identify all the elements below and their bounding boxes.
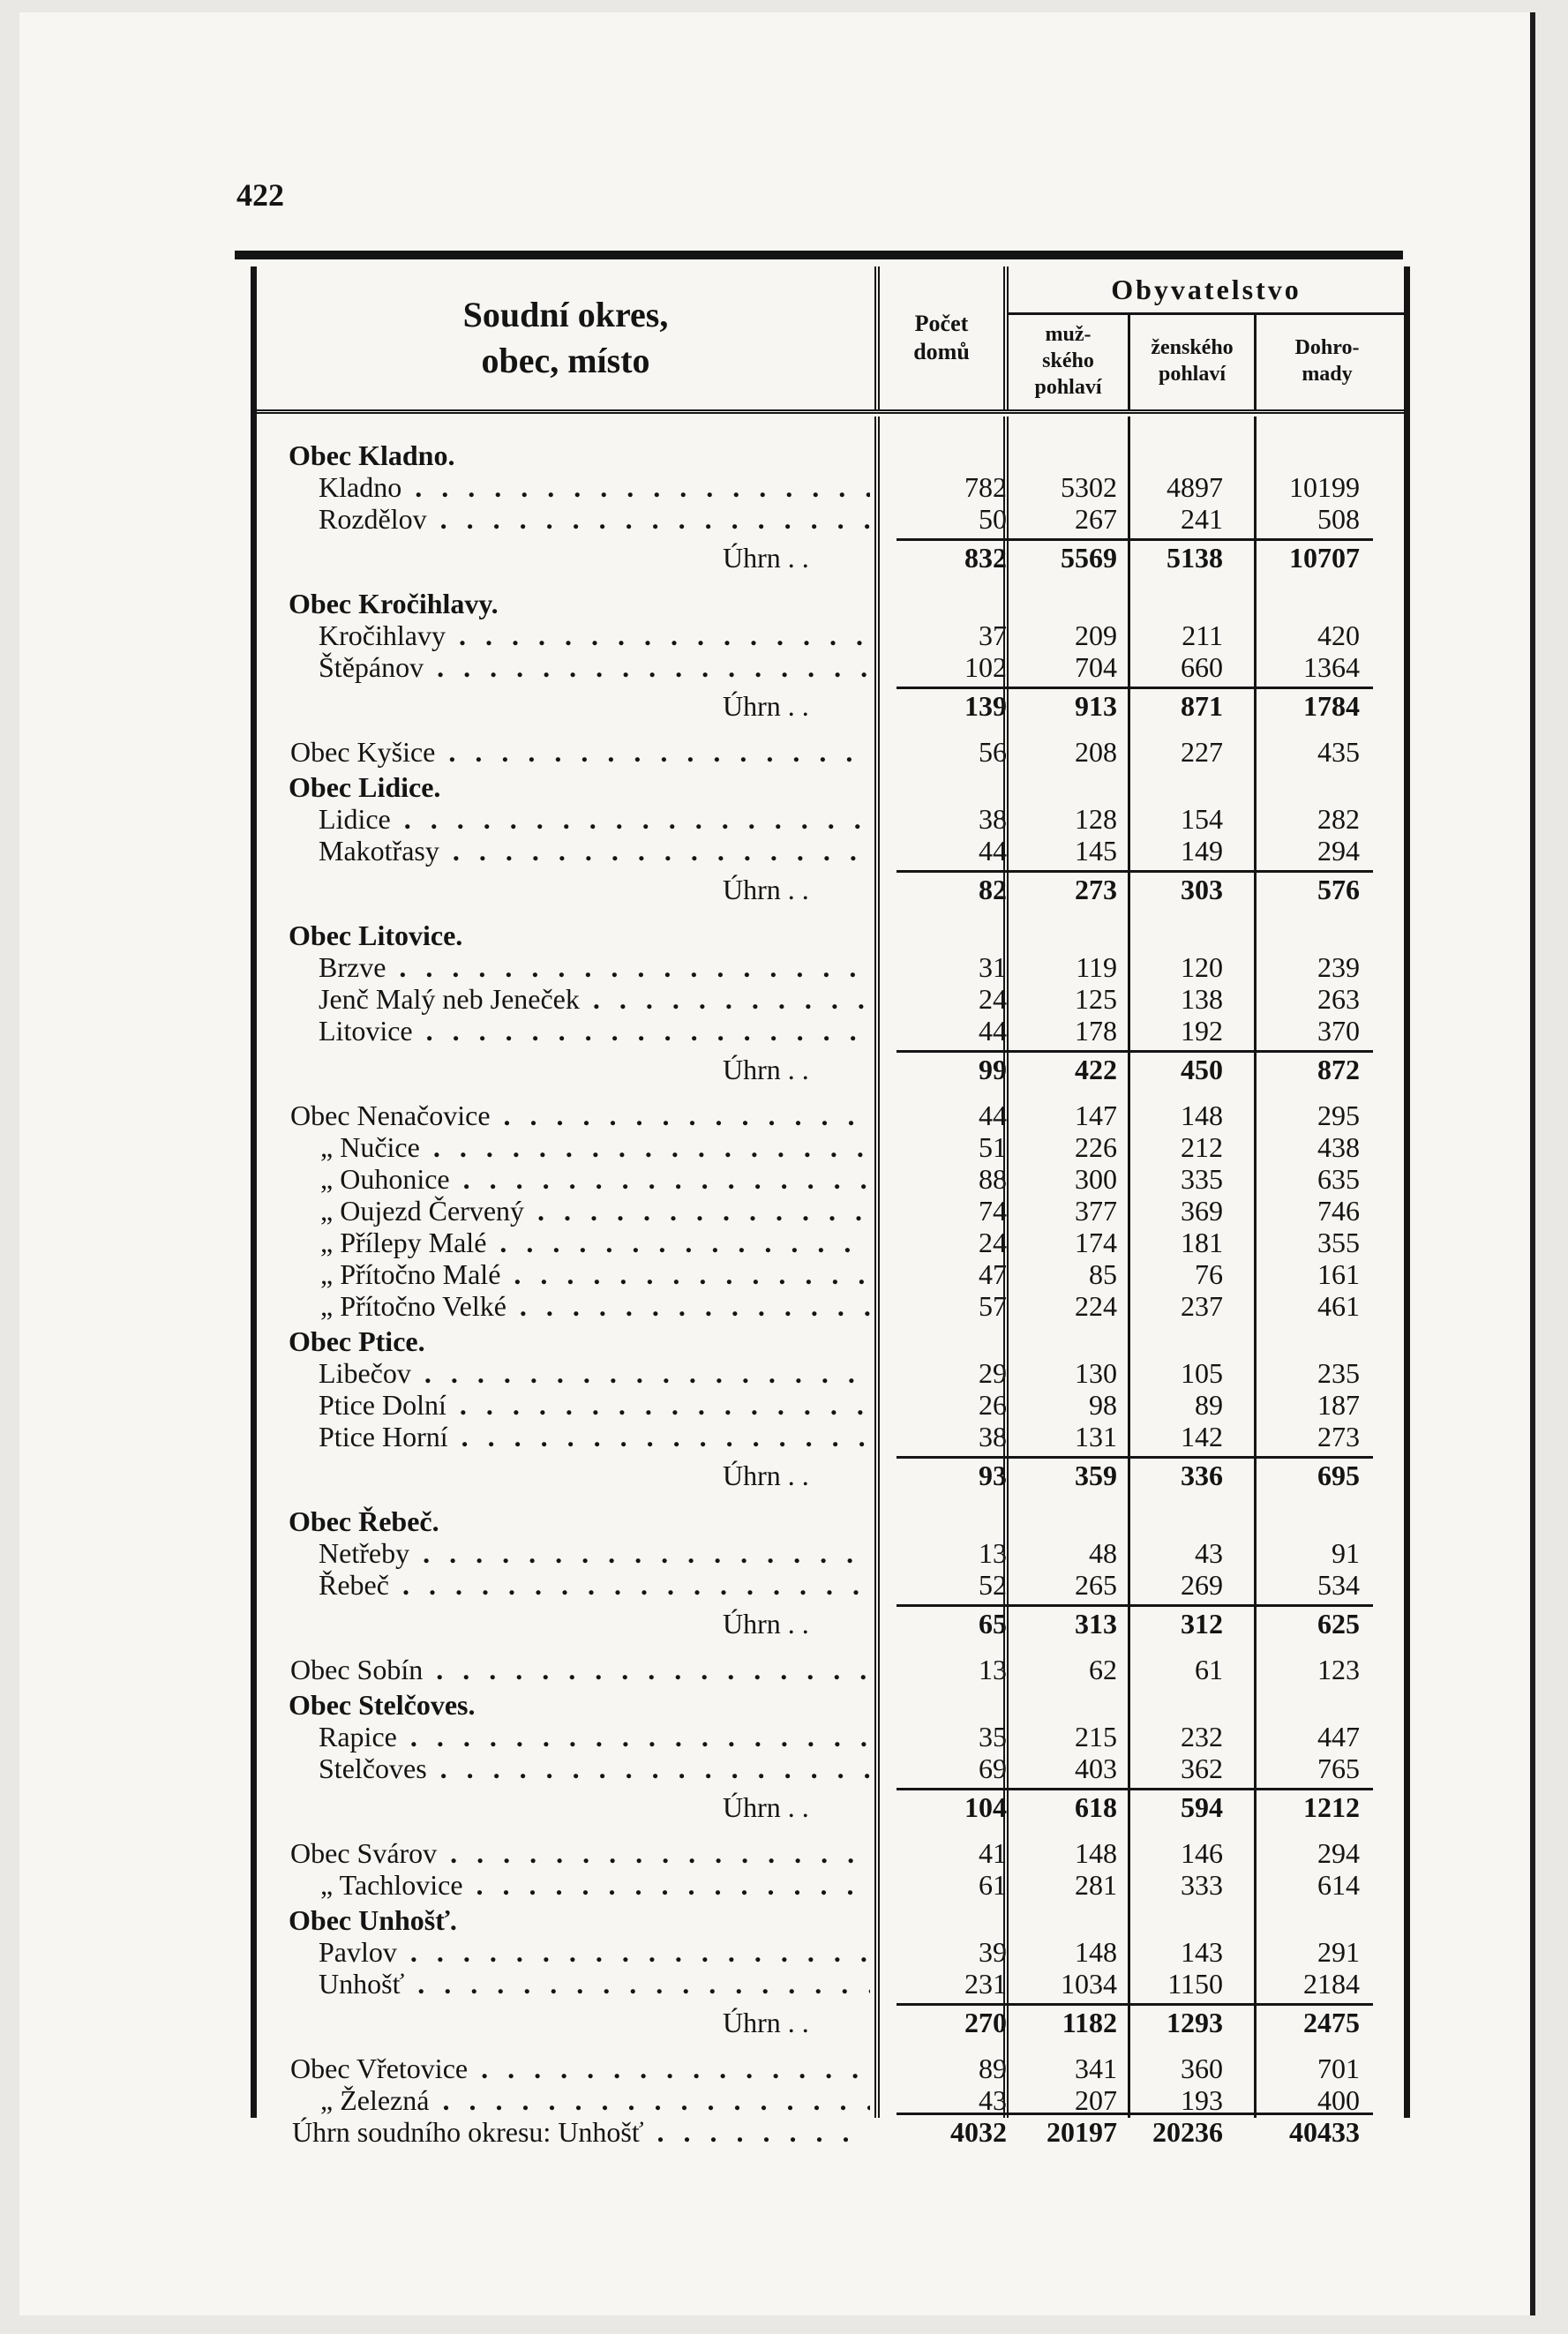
- cell-value: 359: [1075, 1460, 1117, 1491]
- cell-value: 24: [979, 983, 1007, 1015]
- sum-rule: [897, 1456, 1373, 1459]
- header-region: Soudní okres, obec, místo: [462, 295, 669, 380]
- cell-value: 89: [1195, 1389, 1223, 1421]
- row-label: Obec Kročihlavy.: [289, 588, 499, 619]
- cell-value: 438: [1317, 1131, 1360, 1163]
- cell-value: 31: [979, 951, 1007, 983]
- cell-value: 119: [1076, 951, 1117, 983]
- table-row: [257, 542, 1404, 574]
- row-label: „ Přílepy Malé . . .: [320, 1227, 870, 1258]
- cell-value: 239: [1317, 951, 1360, 983]
- table-row: [257, 1968, 1404, 2000]
- cell-value: 62: [1089, 1654, 1117, 1685]
- row-label: Ptice Dolní . . .: [319, 1389, 870, 1421]
- table-row: [257, 1163, 1404, 1195]
- cell-value: 142: [1181, 1421, 1223, 1452]
- cell-value: 212: [1181, 1131, 1223, 1163]
- row-label: Obec Litovice.: [289, 919, 463, 951]
- cell-value: 227: [1181, 736, 1223, 768]
- cell-value: 701: [1317, 2053, 1360, 2084]
- cell-value: 40433: [1289, 2116, 1360, 2148]
- cell-value: 226: [1075, 1131, 1117, 1163]
- row-label: Jenč Malý neb Jeneček . . .: [319, 983, 870, 1015]
- cell-value: 44: [979, 1099, 1007, 1131]
- cell-value: 13: [979, 1654, 1007, 1685]
- cell-value: 294: [1317, 835, 1360, 867]
- row-label: Lidice . . .: [319, 803, 870, 835]
- cell-value: 237: [1181, 1290, 1223, 1322]
- cell-value: 20197: [1047, 2116, 1117, 2148]
- cell-value: 147: [1075, 1099, 1117, 1131]
- cell-value: 61: [1195, 1654, 1223, 1685]
- header-houses: Počet domů: [913, 311, 970, 364]
- row-label: Úhrn . .: [723, 874, 809, 905]
- table-row: [257, 1015, 1404, 1047]
- cell-value: 660: [1181, 651, 1223, 683]
- row-label: Úhrn . .: [723, 1608, 809, 1640]
- row-label: Kročihlavy . . .: [319, 619, 870, 651]
- table-row: [257, 1054, 1404, 1085]
- cell-value: 148: [1181, 1099, 1223, 1131]
- table-row: [257, 1936, 1404, 1968]
- sum-rule: [897, 2003, 1373, 2006]
- cell-value: 1293: [1167, 2007, 1223, 2038]
- row-label: Obec Sobín . . .: [290, 1654, 870, 1685]
- row-label: Obec Stelčoves.: [289, 1689, 476, 1721]
- header-female: ženského pohlaví: [1151, 336, 1234, 386]
- cell-value: 403: [1075, 1752, 1117, 1784]
- table-row: [257, 651, 1404, 683]
- cell-value: 91: [1332, 1537, 1360, 1569]
- row-label: Úhrn . .: [723, 1791, 809, 1823]
- table-row: [257, 803, 1404, 835]
- cell-value: 56: [979, 736, 1007, 768]
- cell-value: 89: [979, 2053, 1007, 2084]
- cell-value: 187: [1317, 1389, 1360, 1421]
- population-table: [251, 266, 1410, 2148]
- table-row: [257, 1608, 1404, 1640]
- cell-value: 105: [1181, 1357, 1223, 1389]
- row-label: Ptice Horní . . .: [319, 1421, 870, 1452]
- cell-value: 295: [1317, 1099, 1360, 1131]
- cell-value: 38: [979, 1421, 1007, 1452]
- table-row: [257, 1421, 1404, 1452]
- row-label: Úhrn . .: [723, 1054, 809, 1085]
- cell-value: 85: [1089, 1258, 1117, 1290]
- cell-value: 704: [1075, 651, 1117, 683]
- cell-value: 76: [1195, 1258, 1223, 1290]
- cell-value: 215: [1075, 1721, 1117, 1752]
- table-row: [257, 1389, 1404, 1421]
- cell-value: 1364: [1303, 651, 1360, 683]
- cell-value: 832: [964, 542, 1007, 574]
- cell-value: 508: [1317, 503, 1360, 535]
- table-row: [257, 1752, 1404, 1784]
- table-row: [257, 1791, 1404, 1823]
- row-label: Brzve . . .: [319, 951, 870, 983]
- row-label: „ Tachlovice . . .: [320, 1869, 870, 1901]
- cell-value: 360: [1181, 2053, 1223, 2084]
- table-row: [257, 2007, 1404, 2038]
- table-row: [257, 1837, 1404, 1869]
- cell-value: 104: [964, 1791, 1007, 1823]
- cell-value: 765: [1317, 1752, 1360, 1784]
- cell-value: 123: [1317, 1654, 1360, 1685]
- cell-value: 148: [1075, 1837, 1117, 1869]
- cell-value: 235: [1317, 1357, 1360, 1389]
- cell-value: 4032: [950, 2116, 1007, 2148]
- table-row: [257, 690, 1404, 722]
- cell-value: 52: [979, 1569, 1007, 1601]
- table-row: [257, 951, 1404, 983]
- cell-value: 120: [1181, 951, 1223, 983]
- table-row: [257, 1290, 1404, 1322]
- row-label: Obec Nenačovice . . .: [290, 1099, 870, 1131]
- cell-value: 422: [1075, 1054, 1117, 1085]
- table-row: [257, 503, 1404, 535]
- cell-value: 38: [979, 803, 1007, 835]
- table-row: [257, 919, 1404, 951]
- cell-value: 355: [1317, 1227, 1360, 1258]
- table-row: [257, 736, 1404, 768]
- page-number: 422: [236, 177, 284, 213]
- cell-value: 400: [1317, 2084, 1360, 2116]
- row-label: Makotřasy . . .: [319, 835, 870, 867]
- cell-value: 128: [1075, 803, 1117, 835]
- row-label: Pavlov . . .: [319, 1936, 870, 1968]
- row-label: Úhrn . .: [723, 2007, 809, 2038]
- row-label: Obec Řebeč.: [289, 1505, 439, 1537]
- sum-rule: [897, 1050, 1373, 1053]
- table-row: [257, 471, 1404, 503]
- row-label: Obec Vřetovice . . .: [290, 2053, 870, 2084]
- table-row: [257, 1099, 1404, 1131]
- cell-value: 181: [1181, 1227, 1223, 1258]
- table-row: [257, 2053, 1404, 2084]
- row-label: Kladno . . .: [319, 471, 870, 503]
- document-page: [19, 12, 1535, 2315]
- cell-value: 594: [1181, 1791, 1223, 1823]
- cell-value: 82: [979, 874, 1007, 905]
- cell-value: 1182: [1062, 2007, 1117, 2038]
- cell-value: 1784: [1303, 690, 1360, 722]
- cell-value: 303: [1181, 874, 1223, 905]
- cell-value: 24: [979, 1227, 1007, 1258]
- table-row: [257, 771, 1404, 803]
- cell-value: 300: [1075, 1163, 1117, 1195]
- cell-value: 4897: [1167, 471, 1223, 503]
- table-row: [257, 2116, 1404, 2148]
- row-label: Litovice . . .: [319, 1015, 870, 1047]
- cell-value: 146: [1181, 1837, 1223, 1869]
- cell-value: 224: [1075, 1290, 1117, 1322]
- table-row: [257, 1357, 1404, 1389]
- cell-value: 37: [979, 619, 1007, 651]
- table-row: [257, 835, 1404, 867]
- sum-rule: [897, 1604, 1373, 1607]
- row-label: „ Oujezd Červený . . .: [320, 1195, 870, 1227]
- cell-value: 130: [1075, 1357, 1117, 1389]
- row-label: Obec Svárov . . .: [290, 1837, 870, 1869]
- row-label: Úhrn . .: [723, 690, 809, 722]
- table-row: [257, 1195, 1404, 1227]
- cell-value: 20236: [1152, 2116, 1223, 2148]
- table-row: [257, 439, 1404, 471]
- cell-value: 362: [1181, 1752, 1223, 1784]
- cell-value: 282: [1317, 803, 1360, 835]
- cell-value: 93: [979, 1460, 1007, 1491]
- cell-value: 193: [1181, 2084, 1223, 2116]
- row-label: Štěpánov . . .: [319, 651, 870, 683]
- cell-value: 69: [979, 1752, 1007, 1784]
- table-row: [257, 983, 1404, 1015]
- cell-value: 208: [1075, 736, 1117, 768]
- row-label: „ Přítočno Malé . . .: [320, 1258, 870, 1290]
- row-label: Obec Lidice.: [289, 771, 441, 803]
- cell-value: 39: [979, 1936, 1007, 1968]
- sum-rule: [897, 2113, 1373, 2115]
- cell-value: 872: [1317, 1054, 1360, 1085]
- cell-value: 269: [1181, 1569, 1223, 1601]
- cell-value: 10707: [1289, 542, 1360, 574]
- cell-value: 291: [1317, 1936, 1360, 1968]
- cell-value: 48: [1089, 1537, 1117, 1569]
- cell-value: 576: [1317, 874, 1360, 905]
- cell-value: 420: [1317, 619, 1360, 651]
- row-label: Rozdělov . . .: [319, 503, 870, 535]
- cell-value: 161: [1317, 1258, 1360, 1290]
- table-row: [257, 2084, 1404, 2116]
- cell-value: 211: [1182, 619, 1223, 651]
- cell-value: 746: [1317, 1195, 1360, 1227]
- cell-value: 148: [1075, 1936, 1117, 1968]
- table-row: [257, 1569, 1404, 1601]
- cell-value: 231: [964, 1968, 1007, 2000]
- cell-value: 44: [979, 1015, 1007, 1047]
- cell-value: 51: [979, 1131, 1007, 1163]
- cell-value: 88: [979, 1163, 1007, 1195]
- cell-value: 26: [979, 1389, 1007, 1421]
- row-label: Obec Kladno.: [289, 439, 455, 471]
- cell-value: 241: [1181, 503, 1223, 535]
- cell-value: 273: [1317, 1421, 1360, 1452]
- cell-value: 263: [1317, 983, 1360, 1015]
- cell-value: 209: [1075, 619, 1117, 651]
- cell-value: 145: [1075, 835, 1117, 867]
- cell-value: 41: [979, 1837, 1007, 1869]
- row-label: „ Nučice . . .: [320, 1131, 870, 1163]
- row-label: Obec Unhošť.: [289, 1904, 457, 1936]
- row-label: Stelčoves . . .: [319, 1752, 870, 1784]
- sum-rule: [897, 687, 1373, 689]
- cell-value: 618: [1075, 1791, 1117, 1823]
- cell-value: 782: [964, 471, 1007, 503]
- table-row: [257, 1325, 1404, 1357]
- cell-value: 43: [1195, 1537, 1223, 1569]
- cell-value: 178: [1075, 1015, 1117, 1047]
- row-label: Úhrn . .: [723, 1460, 809, 1491]
- row-label: Obec Kyšice . . .: [290, 736, 870, 768]
- cell-value: 139: [964, 690, 1007, 722]
- cell-value: 312: [1181, 1608, 1223, 1640]
- row-label: Unhošť . . .: [319, 1968, 870, 2000]
- cell-value: 47: [979, 1258, 1007, 1290]
- table-row: [257, 874, 1404, 905]
- cell-value: 461: [1317, 1290, 1360, 1322]
- cell-value: 2184: [1303, 1968, 1360, 2000]
- cell-value: 102: [964, 651, 1007, 683]
- cell-value: 99: [979, 1054, 1007, 1085]
- cell-value: 57: [979, 1290, 1007, 1322]
- table-body: [257, 417, 1404, 2148]
- cell-value: 44: [979, 835, 1007, 867]
- cell-value: 336: [1181, 1460, 1223, 1491]
- cell-value: 192: [1181, 1015, 1223, 1047]
- cell-value: 1212: [1303, 1791, 1360, 1823]
- cell-value: 154: [1181, 803, 1223, 835]
- cell-value: 341: [1075, 2053, 1117, 2084]
- cell-value: 131: [1075, 1421, 1117, 1452]
- row-label: Libečov . . .: [319, 1357, 870, 1389]
- cell-value: 5138: [1167, 542, 1223, 574]
- cell-value: 281: [1075, 1869, 1117, 1901]
- cell-value: 377: [1075, 1195, 1117, 1227]
- cell-value: 1150: [1167, 1968, 1223, 2000]
- cell-value: 174: [1075, 1227, 1117, 1258]
- cell-value: 29: [979, 1357, 1007, 1389]
- cell-value: 74: [979, 1195, 1007, 1227]
- cell-value: 614: [1317, 1869, 1360, 1901]
- cell-value: 125: [1075, 983, 1117, 1015]
- cell-value: 13: [979, 1537, 1007, 1569]
- cell-value: 635: [1317, 1163, 1360, 1195]
- cell-value: 35: [979, 1721, 1007, 1752]
- row-label: „ Železná . . .: [320, 2084, 870, 2116]
- table-row: [257, 619, 1404, 651]
- cell-value: 1034: [1061, 1968, 1117, 2000]
- cell-value: 447: [1317, 1721, 1360, 1752]
- cell-value: 270: [964, 2007, 1007, 2038]
- sum-rule: [897, 1788, 1373, 1790]
- table-row: [257, 1258, 1404, 1290]
- cell-value: 369: [1181, 1195, 1223, 1227]
- table-row: [257, 1505, 1404, 1537]
- cell-value: 149: [1181, 835, 1223, 867]
- cell-value: 534: [1317, 1569, 1360, 1601]
- sum-rule: [897, 870, 1373, 873]
- cell-value: 265: [1075, 1569, 1117, 1601]
- table-row: [257, 1227, 1404, 1258]
- top-rule: [235, 251, 1403, 259]
- header-male: muž- ského pohlaví: [1034, 323, 1102, 399]
- cell-value: 294: [1317, 1837, 1360, 1869]
- cell-value: 143: [1181, 1936, 1223, 1968]
- row-label: Úhrn soudního okresu: Unhošť . . .: [292, 2116, 870, 2148]
- cell-value: 435: [1317, 736, 1360, 768]
- cell-value: 43: [979, 2084, 1007, 2116]
- cell-value: 913: [1075, 690, 1117, 722]
- cell-value: 695: [1317, 1460, 1360, 1491]
- table-row: [257, 1721, 1404, 1752]
- cell-value: 267: [1075, 503, 1117, 535]
- cell-value: 333: [1181, 1869, 1223, 1901]
- row-label: „ Přítočno Velké . . .: [320, 1290, 870, 1322]
- row-label: Netřeby . . .: [319, 1537, 870, 1569]
- header-total: Dohro- mady: [1294, 336, 1360, 386]
- row-label: Obec Ptice.: [289, 1325, 425, 1357]
- cell-value: 313: [1075, 1608, 1117, 1640]
- cell-value: 5569: [1061, 542, 1117, 574]
- cell-value: 370: [1317, 1015, 1360, 1047]
- cell-value: 871: [1181, 690, 1223, 722]
- cell-value: 138: [1181, 983, 1223, 1015]
- table-row: [257, 1869, 1404, 1901]
- row-label: „ Ouhonice . . .: [320, 1163, 870, 1195]
- cell-value: 450: [1181, 1054, 1223, 1085]
- cell-value: 50: [979, 503, 1007, 535]
- table-row: [257, 1654, 1404, 1685]
- cell-value: 207: [1075, 2084, 1117, 2116]
- table-row: [257, 1904, 1404, 1936]
- table-header: [257, 266, 1404, 414]
- table-row: [257, 1131, 1404, 1163]
- cell-value: 5302: [1061, 471, 1117, 503]
- cell-value: 232: [1181, 1721, 1223, 1752]
- cell-value: 273: [1075, 874, 1117, 905]
- row-label: Úhrn . .: [723, 542, 809, 574]
- table-row: [257, 588, 1404, 619]
- header-population: Obyvatelstvo: [1009, 266, 1404, 315]
- row-label: Rapice . . .: [319, 1721, 870, 1752]
- sum-rule: [897, 538, 1373, 541]
- table-row: [257, 1537, 1404, 1569]
- cell-value: 65: [979, 1608, 1007, 1640]
- cell-value: 335: [1181, 1163, 1223, 1195]
- table-row: [257, 1689, 1404, 1721]
- cell-value: 10199: [1289, 471, 1360, 503]
- cell-value: 98: [1089, 1389, 1117, 1421]
- table-row: [257, 1460, 1404, 1491]
- cell-value: 61: [979, 1869, 1007, 1901]
- cell-value: 2475: [1303, 2007, 1360, 2038]
- row-label: Řebeč . . .: [319, 1569, 870, 1601]
- cell-value: 625: [1317, 1608, 1360, 1640]
